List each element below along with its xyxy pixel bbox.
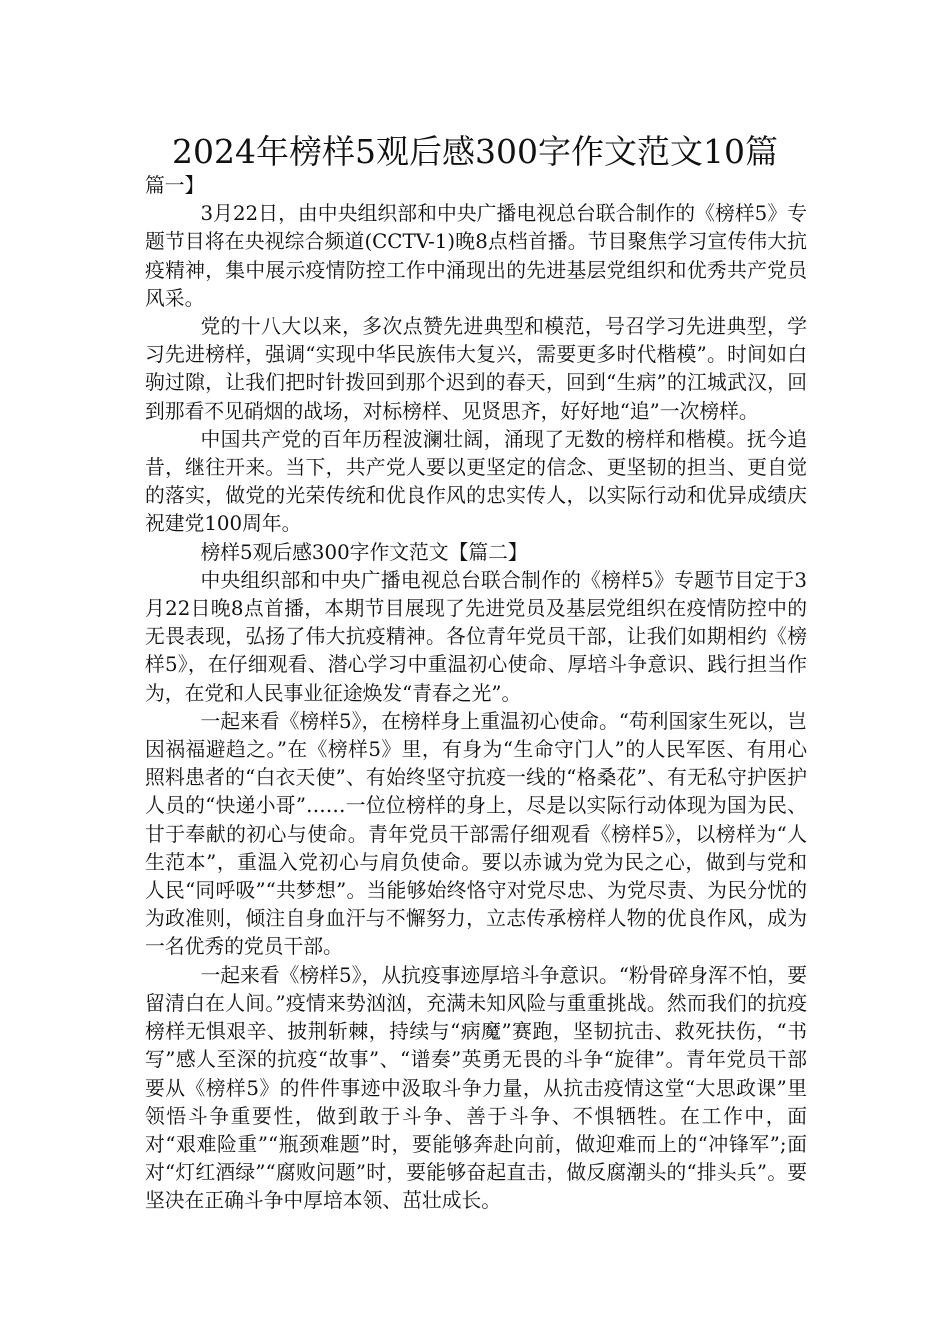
section-heading-2: 榜样5观后感300字作文范文【篇二】	[200, 540, 528, 564]
paragraph-3: 中国共产党的百年历程波澜壮阔，涌现了无数的榜样和楷模。抚今追昔，继往开来。当下，共产党人要以更坚定的信念、更坚韧的担当、更自觉的落实，做党的光荣传统和优良作风的忠实传人，以实际行动和优异成绩庆祝建党100周年。	[145, 427, 807, 536]
paragraph-6: 一起来看《榜样5》，从抗疫事迹厚培斗争意识。“粉骨碎身浑不怕，要留清白在人间。”疫情来势汹汹，充满未知风险与重重挑战。然而我们的抗疫榜样无惧艰辛、披荆斩棘，持续与“病魔”赛跑，坚韧抗击、救死扶伤，“书写”感人至深的抗疫“故事”、“谱奏”英勇无畏的斗争“旋律”。青年党员干部要从《榜样5》的件件事迹中汲取斗争力量，从抗击疫情这堂“大思政课”里领悟斗争重要性，做到敢于斗争、善于斗争、不惧牺牲。在工作中，面对“艰难险重”“瓶颈难题”时，要能够奔赴向前，做迎难而上的“冲锋军”;面对“灯红酒绿”“腐败问题”时，要能够奋起直击，做反腐潮头的“排头兵”。要坚决在正确斗争中厚培本领、茁壮成长。	[145, 963, 807, 1213]
document-title: 2024年榜样5观后感300字作文范文10篇	[172, 132, 778, 171]
paragraph-4: 中央组织部和中央广播电视总台联合制作的《榜样5》专题节目定于3月22日晚8点首播，本期节目展现了先进党员及基层党组织在疫情防控中的无畏表现，弘扬了伟大抗疫精神。各位青年党员干部，让我们如期相约《榜样5》，在仔细观看、潜心学习中重温初心使命、厚培斗争意识、践行担当作为，在党和人民事业征途焕发“青春之光”。	[145, 568, 807, 705]
document-body	[145, 172, 807, 1216]
paragraph-2: 党的十八大以来，多次点赞先进典型和模范，号召学习先进典型，学习先进榜样，强调“实现中华民族伟大复兴，需要更多时代楷模”。时间如白驹过隙，让我们把时针拨回到那个迟到的春天，回到“生病”的江城武汉，回到那看不见硝烟的战场，对标榜样、见贤思齐，好好地“追”一次榜样。	[145, 315, 807, 423]
section-heading-1: 篇一】	[145, 174, 205, 197]
paragraph-5: 一起来看《榜样5》，在榜样身上重温初心使命。“苟利国家生死以，岂因祸福避趋之。”在《榜样5》里，有身为“生命守门人”的人民军医、有用心照料患者的“白衣天使”、有始终坚守抗疫一线的“格桑花”、有无私守护医护人员的“快递小哥”……一位位榜样的身上，尽是以实际行动体现为国为民、甘于奉献的初心与使命。青年党员干部需仔细观看《榜样5》，以榜样为“人生范本”，重温入党初心与肩负使命。要以赤诚为党为民之心，做到与党和人民“同呼吸”“共梦想”。当能够始终恪守对党尽忠、为党尽责、为民分忧的为政准则，倾注自身血汗与不懈努力，立志传承榜样人物的优良作风，成为一名优秀的党员干部。	[145, 709, 807, 959]
paragraph-1: 3月22日，由中央组织部和中央广播电视总台联合制作的《榜样5》专题节目将在央视综合频道(CCTV-1)晚8点档首播。节目聚焦学习宣传伟大抗疫精神，集中展示疫情防控工作中涌现出的先进基层党组织和优秀共产党员风采。	[145, 202, 807, 310]
